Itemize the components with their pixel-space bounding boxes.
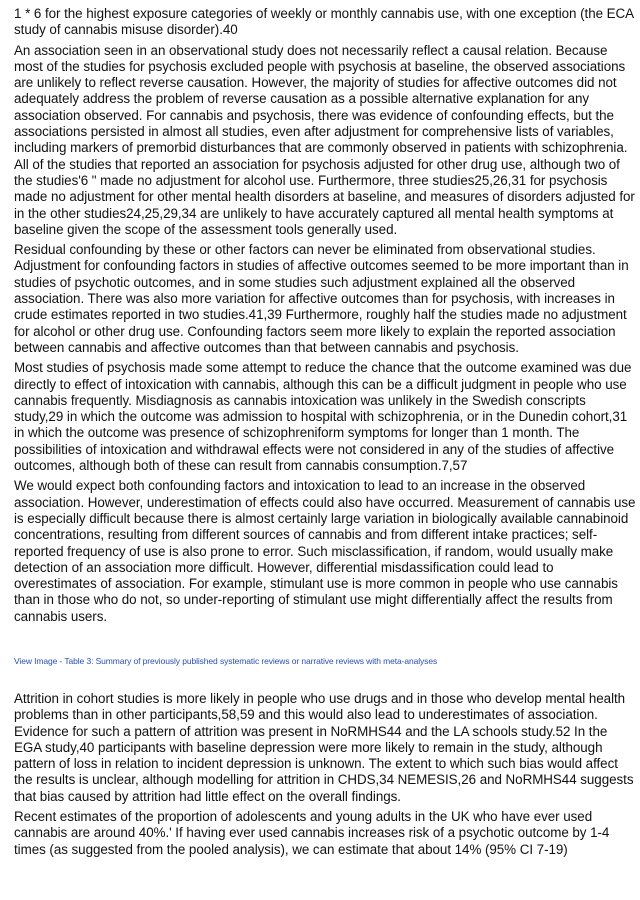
paragraph-7: Recent estimates of the proportion of adolescents and young adults in the UK who have ever used cannabis are around 40%.' If having ever used cannabis increases risk of a psychotic outcome by 1-4 times (as suggested from the pooled analysis), we can estimate that about 14% (95% CI 7-19) bbox=[14, 809, 610, 857]
article-body bbox=[14, 6, 636, 862]
paragraph-6: Attrition in cohort studies is more likely in people who use drugs and in those who develop mental health problems than in other participants,58,59 and this would also lead to underestimates of association. Evidence for such a pattern of attrition was present in NoRMHS44 and the LA schools study.52 In the EGA study,40 participants with baseline depression were more likely to remain in the study, although pattern of loss in relation to incident depression is unknown. The extent to which such bias would affect the results is unclear, although modelling for attrition in CHDS,34 NEMESIS,26 and NoRMHS44 suggests that bias caused by attrition had little effect on the overall findings. bbox=[14, 690, 634, 804]
paragraph-5: We would expect both confounding factors and intoxication to lead to an increase in the observed association. However, underestimation of effects could also have occurred. Measurement of cannabis use is especially difficult because there is almost certainly large variation in biologically available cannabinoid concentrations, resulting from different sources of cannabis and from different intake practices; self-reported frequency of use is also prone to error. Such misclassification, if random, would usually make detection of an association more difficult. However, differential misdassification could lead to overestimates of association. For example, stimulant use is more common in people who use cannabis than in those who do not, so under-reporting of stimulant use might differentially affect the results from cannabis users. bbox=[14, 478, 636, 624]
spacer bbox=[14, 629, 636, 655]
paragraph-1: 1 * 6 for the highest exposure categories of weekly or monthly cannabis use, with one exception (the ECA study of cannabis misuse disorder).40 bbox=[14, 6, 634, 38]
view-table-3-link[interactable]: View Image - Table 3: Summary of previously published systematic reviews or narrative reviews with meta-analyses bbox=[14, 655, 438, 666]
paragraph-4: Most studies of psychosis made some attempt to reduce the chance that the outcome examined was due directly to effect of intoxication with cannabis, although this can be a difficult judgment in people who use cannabis frequently. Misdiagnosis as cannabis intoxication was unlikely in the Swedish conscripts study,29 in which the outcome was admission to hospital with schizophrenia, or in the Dunedin cohort,31 in which the outcome was presence of schizophreniform symptoms for longer than 1 month. The possibilities of intoxication and withdrawal effects were not considered in any of the studies of affective outcomes, although both of these can result from cannabis consumption.7,57 bbox=[14, 360, 632, 474]
paragraph-3: Residual confounding by these or other factors can never be eliminated from observational studies. Adjustment for confounding factors in studies of affective outcomes seemed to be more important than in studies of psychotic outcomes, and in some studies such adjustment explained all the observed association. There was also more variation for affective outcomes than for psychosis, with increases in crude estimates reported in two studies.41,39 Furthermore, roughly half the studies made no adjustment for alcohol or other drug use. Confounding factors seem more likely to explain the reported association between cannabis and affective outcomes than that between cannabis and psychosis. bbox=[14, 242, 629, 355]
paragraph-2: An association seen in an observational study does not necessarily reflect a causal relation. Because most of the studies for psychosis excluded people with psychosis at baseline, the observed associations are unlikely to reflect reverse causation. However, the majority of studies for affective outcomes did not adequately address the problem of reverse causation as a possible alternative explanation for any association observed. For cannabis and psychosis, there was evidence of confounding effects, but the associations persisted in almost all studies, even after adjustment for comprehensive lists of variables, including markers of premorbid disturbances that are commonly observed in patients with schizophrenia. All of the studies that reported an association for psychosis adjusted for other drug use, although two of the studies'6 " made no adjustment for alcohol use. Furthermore, three studies25,26,31 for psychosis made no adjustment for other mental health disorders at baseline, and measures of disorders adjusted for in the other studies24,25,29,34 are unlikely to have accurately captured all mental health symptoms at baseline given the scope of the assessment tools generally used. bbox=[14, 42, 635, 237]
